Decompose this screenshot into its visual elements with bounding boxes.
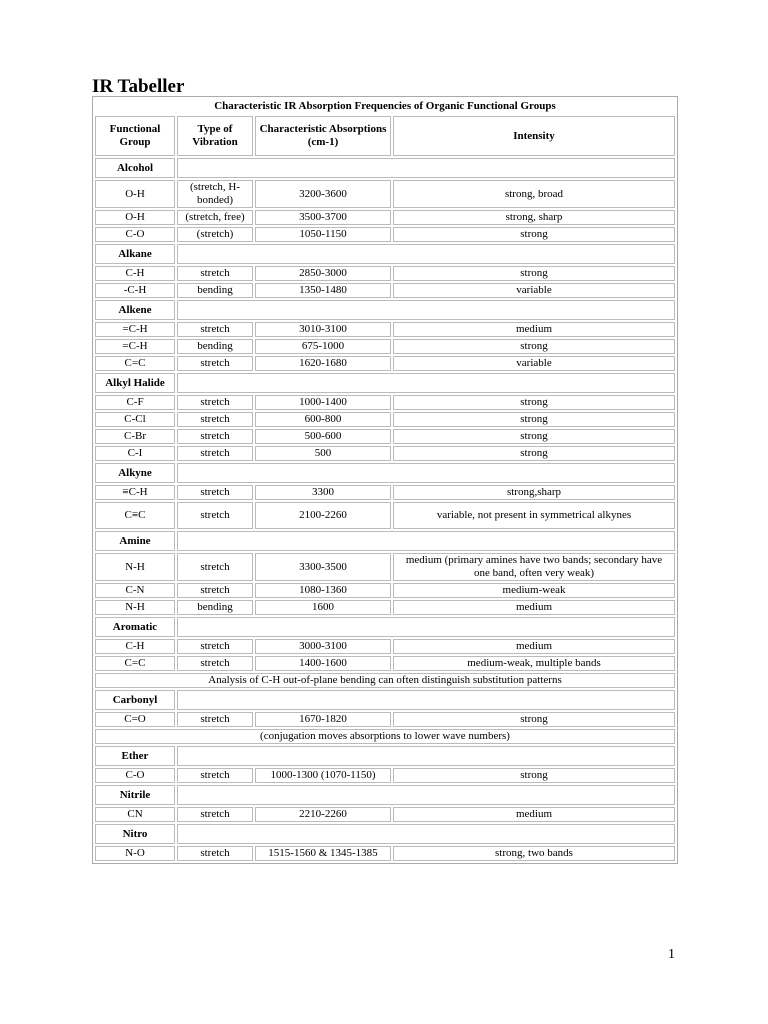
group-spacer — [177, 617, 675, 637]
cell-absorption: 3300-3500 — [255, 553, 391, 581]
group-spacer — [177, 158, 675, 178]
cell-functional-group: C-F — [95, 395, 175, 410]
cell-vibration: stretch — [177, 639, 253, 654]
cell-absorption: 3500-3700 — [255, 210, 391, 225]
cell-functional-group: ≡C-H — [95, 485, 175, 500]
cell-vibration: (stretch) — [177, 227, 253, 242]
table-row — [95, 768, 675, 783]
table-row — [95, 412, 675, 427]
group-label: Carbonyl — [95, 690, 175, 710]
group-row — [95, 531, 675, 551]
header-absorptions: Characteristic Absorptions (cm-1) — [255, 116, 391, 156]
cell-functional-group: =C-H — [95, 339, 175, 354]
group-row — [95, 690, 675, 710]
cell-vibration: stretch — [177, 712, 253, 727]
table-row — [95, 600, 675, 615]
group-label: Alkyl Halide — [95, 373, 175, 393]
cell-intensity: medium-weak, multiple bands — [393, 656, 675, 671]
group-row — [95, 244, 675, 264]
table-row — [95, 283, 675, 298]
cell-intensity: medium — [393, 600, 675, 615]
group-spacer — [177, 824, 675, 844]
cell-functional-group: N-H — [95, 553, 175, 581]
cell-functional-group: C-O — [95, 227, 175, 242]
cell-absorption: 600-800 — [255, 412, 391, 427]
ir-absorption-table — [92, 96, 678, 864]
group-row — [95, 300, 675, 320]
cell-functional-group: N-H — [95, 600, 175, 615]
group-label: Nitrile — [95, 785, 175, 805]
group-row — [95, 158, 675, 178]
cell-absorption: 1600 — [255, 600, 391, 615]
table-caption-row — [95, 99, 675, 114]
table-row — [95, 846, 675, 861]
cell-intensity: strong, sharp — [393, 210, 675, 225]
cell-intensity: variable — [393, 356, 675, 371]
group-spacer — [177, 746, 675, 766]
table-note: Analysis of C-H out-of-plane bending can often distinguish substitution patterns — [95, 673, 675, 688]
cell-intensity: medium — [393, 639, 675, 654]
cell-vibration: bending — [177, 600, 253, 615]
table-row — [95, 639, 675, 654]
cell-vibration: (stretch, H-bonded) — [177, 180, 253, 208]
group-row — [95, 617, 675, 637]
cell-vibration: stretch — [177, 656, 253, 671]
cell-absorption: 3000-3100 — [255, 639, 391, 654]
cell-vibration: stretch — [177, 266, 253, 281]
cell-functional-group: C-O — [95, 768, 175, 783]
group-label: Nitro — [95, 824, 175, 844]
cell-absorption: 3200-3600 — [255, 180, 391, 208]
group-label: Alcohol — [95, 158, 175, 178]
cell-absorption: 1350-1480 — [255, 283, 391, 298]
cell-intensity: medium — [393, 807, 675, 822]
cell-functional-group: O-H — [95, 210, 175, 225]
cell-vibration: stretch — [177, 553, 253, 581]
group-spacer — [177, 531, 675, 551]
cell-intensity: medium — [393, 322, 675, 337]
cell-vibration: bending — [177, 283, 253, 298]
header-vibration-type: Type of Vibration — [177, 116, 253, 156]
cell-vibration: stretch — [177, 429, 253, 444]
group-spacer — [177, 244, 675, 264]
cell-functional-group: C=C — [95, 656, 175, 671]
cell-vibration: stretch — [177, 768, 253, 783]
group-row — [95, 373, 675, 393]
cell-absorption: 1620-1680 — [255, 356, 391, 371]
table-row — [95, 429, 675, 444]
group-spacer — [177, 300, 675, 320]
cell-intensity: strong — [393, 429, 675, 444]
group-row — [95, 746, 675, 766]
group-row — [95, 785, 675, 805]
table-row — [95, 210, 675, 225]
table-row — [95, 266, 675, 281]
cell-functional-group: C=O — [95, 712, 175, 727]
table-row — [95, 656, 675, 671]
cell-intensity: variable, not present in symmetrical alkynes — [393, 502, 675, 529]
cell-vibration: stretch — [177, 846, 253, 861]
table-row — [95, 395, 675, 410]
cell-intensity: variable — [393, 283, 675, 298]
cell-vibration: (stretch, free) — [177, 210, 253, 225]
group-spacer — [177, 373, 675, 393]
cell-intensity: strong, broad — [393, 180, 675, 208]
cell-intensity: strong — [393, 412, 675, 427]
cell-vibration: stretch — [177, 485, 253, 500]
table-row — [95, 807, 675, 822]
table-note: (conjugation moves absorptions to lower wave numbers) — [95, 729, 675, 744]
table-row — [95, 339, 675, 354]
cell-vibration: stretch — [177, 322, 253, 337]
cell-intensity: strong — [393, 395, 675, 410]
cell-absorption: 1000-1400 — [255, 395, 391, 410]
cell-functional-group: -C-H — [95, 283, 175, 298]
cell-intensity: strong,sharp — [393, 485, 675, 500]
group-spacer — [177, 463, 675, 483]
cell-vibration: stretch — [177, 395, 253, 410]
cell-intensity: strong — [393, 768, 675, 783]
group-label: Ether — [95, 746, 175, 766]
cell-functional-group: CN — [95, 807, 175, 822]
cell-absorption: 3300 — [255, 485, 391, 500]
cell-absorption: 2100-2260 — [255, 502, 391, 529]
cell-functional-group: N-O — [95, 846, 175, 861]
page-title: IR Tabeller — [92, 76, 185, 97]
cell-vibration: stretch — [177, 583, 253, 598]
header-functional-group: Functional Group — [95, 116, 175, 156]
table-row — [95, 446, 675, 461]
cell-vibration: stretch — [177, 356, 253, 371]
cell-functional-group: O-H — [95, 180, 175, 208]
cell-absorption: 1670-1820 — [255, 712, 391, 727]
cell-vibration: stretch — [177, 807, 253, 822]
cell-intensity: strong — [393, 712, 675, 727]
table-row — [95, 583, 675, 598]
group-label: Amine — [95, 531, 175, 551]
group-label: Alkane — [95, 244, 175, 264]
cell-functional-group: C-H — [95, 639, 175, 654]
group-row — [95, 463, 675, 483]
cell-functional-group: C-Br — [95, 429, 175, 444]
cell-intensity: strong — [393, 266, 675, 281]
table-row — [95, 553, 675, 581]
table-row — [95, 322, 675, 337]
table-row — [95, 485, 675, 500]
cell-absorption: 2850-3000 — [255, 266, 391, 281]
table-row — [95, 227, 675, 242]
cell-intensity: strong — [393, 339, 675, 354]
header-intensity: Intensity — [393, 116, 675, 156]
group-spacer — [177, 690, 675, 710]
cell-functional-group: C-I — [95, 446, 175, 461]
cell-vibration: stretch — [177, 412, 253, 427]
table-row — [95, 356, 675, 371]
cell-functional-group: =C-H — [95, 322, 175, 337]
cell-intensity: strong — [393, 446, 675, 461]
group-row — [95, 824, 675, 844]
cell-functional-group: C-N — [95, 583, 175, 598]
group-label: Aromatic — [95, 617, 175, 637]
cell-functional-group: C=C — [95, 356, 175, 371]
cell-intensity: strong — [393, 227, 675, 242]
cell-functional-group: C-Cl — [95, 412, 175, 427]
group-label: Alkene — [95, 300, 175, 320]
page-number: 1 — [668, 947, 675, 962]
cell-absorption: 1050-1150 — [255, 227, 391, 242]
cell-functional-group: C≡C — [95, 502, 175, 529]
cell-absorption: 2210-2260 — [255, 807, 391, 822]
cell-absorption: 1000-1300 (1070-1150) — [255, 768, 391, 783]
group-label: Alkyne — [95, 463, 175, 483]
table-row — [95, 712, 675, 727]
cell-intensity: medium (primary amines have two bands; secondary have one band, often very weak) — [393, 553, 675, 581]
table-caption: Characteristic IR Absorption Frequencies of Organic Functional Groups — [214, 100, 556, 112]
cell-absorption: 500-600 — [255, 429, 391, 444]
cell-intensity: medium-weak — [393, 583, 675, 598]
cell-absorption: 1400-1600 — [255, 656, 391, 671]
cell-vibration: bending — [177, 339, 253, 354]
cell-intensity: strong, two bands — [393, 846, 675, 861]
cell-functional-group: C-H — [95, 266, 175, 281]
cell-absorption: 500 — [255, 446, 391, 461]
cell-absorption: 675-1000 — [255, 339, 391, 354]
cell-vibration: stretch — [177, 502, 253, 529]
cell-absorption: 3010-3100 — [255, 322, 391, 337]
table-row — [95, 180, 675, 208]
table-row — [95, 502, 675, 529]
note-row — [95, 729, 675, 744]
group-spacer — [177, 785, 675, 805]
table-header-row — [95, 116, 675, 156]
note-row — [95, 673, 675, 688]
cell-absorption: 1515-1560 & 1345-1385 — [255, 846, 391, 861]
cell-absorption: 1080-1360 — [255, 583, 391, 598]
cell-vibration: stretch — [177, 446, 253, 461]
